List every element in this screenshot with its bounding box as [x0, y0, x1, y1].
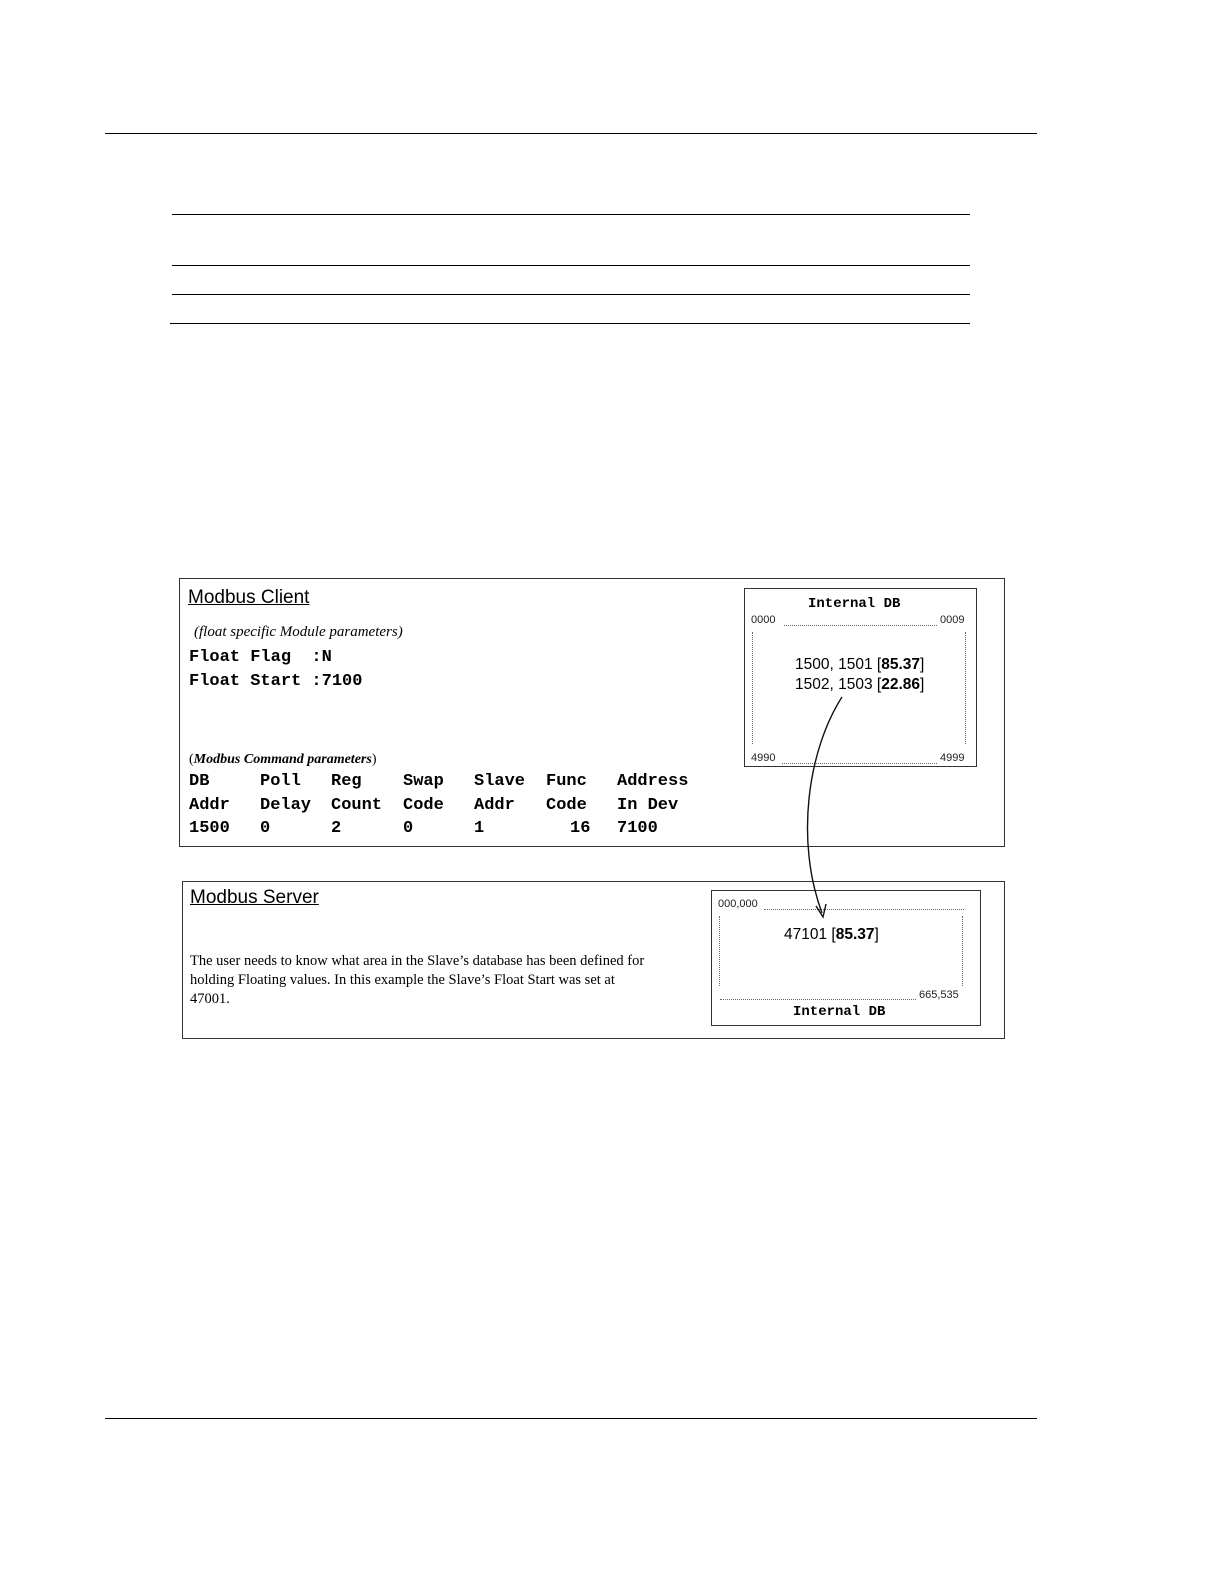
server-db-end-label: 665,535 [919, 989, 959, 1001]
table-rule-4 [170, 323, 970, 324]
header-slave: Slave [474, 772, 526, 791]
server-db-entry: 47101 [85.37] [784, 926, 879, 943]
header-db: DB [189, 772, 210, 791]
modbus-server-title: Modbus Server [190, 887, 319, 908]
server-db-title: Internal DB [793, 1004, 886, 1020]
footer-rule [105, 1418, 1037, 1419]
float-start-line: Float Start :7100 [189, 672, 363, 691]
header-address: Address [617, 772, 689, 791]
header-poll: Poll [260, 772, 301, 791]
header-rule [105, 133, 1037, 134]
header-swap: Swap [403, 772, 444, 791]
client-db-bottom-dots [782, 763, 937, 764]
client-db-end-label: 4999 [940, 752, 965, 764]
table-rule-2 [172, 265, 970, 266]
client-db-start-label: 0000 [751, 614, 776, 626]
cell-slave-addr: 1 [474, 819, 485, 838]
float-flag-line: Float Flag :N [189, 648, 332, 667]
cell-db-addr: 1500 [189, 819, 230, 838]
header-func-code: Code [546, 796, 587, 815]
client-db-entry-2: 1502, 1503 [22.86] [795, 676, 925, 693]
client-db-left-dots [752, 632, 753, 744]
server-db-left-dots [719, 916, 720, 986]
header-in-dev: In Dev [617, 796, 679, 815]
server-description: The user needs to know what area in the Slave’s database has been defined for holding Floating values. In this example the Slave’s Float Start was set at 47001. [190, 953, 645, 1007]
cell-reg-count: 2 [331, 819, 342, 838]
client-db-start-end-label: 0009 [940, 614, 965, 626]
server-db-bottom-dots [720, 999, 916, 1000]
client-db-entry-1: 1500, 1501 [85.37] [795, 656, 925, 673]
header-delay: Delay [260, 796, 312, 815]
header-count: Count [331, 796, 383, 815]
header-addr: Addr [189, 796, 230, 815]
header-func: Func [546, 772, 587, 791]
command-params-caption: (Modbus Command parameters) [189, 752, 377, 767]
float-params-caption: (float specific Module parameters) [194, 624, 403, 640]
cell-poll-delay: 0 [260, 819, 271, 838]
cell-func-code: 16 [570, 819, 591, 838]
header-slave-addr: Addr [474, 796, 515, 815]
server-db-top-dots [764, 909, 964, 910]
cell-swap-code: 0 [403, 819, 414, 838]
modbus-client-title: Modbus Client [188, 587, 310, 608]
cell-address-in-dev: 7100 [617, 819, 658, 838]
header-reg: Reg [331, 772, 362, 791]
client-db-end-start-label: 4990 [751, 752, 776, 764]
client-db-right-dots [965, 632, 966, 744]
client-db-title: Internal DB [808, 596, 901, 612]
table-rule-3 [172, 294, 970, 295]
header-code: Code [403, 796, 444, 815]
client-db-top-dots [784, 625, 937, 626]
server-db-right-dots [962, 916, 963, 986]
server-db-start-label: 000,000 [718, 898, 758, 910]
table-rule-1 [172, 214, 970, 215]
